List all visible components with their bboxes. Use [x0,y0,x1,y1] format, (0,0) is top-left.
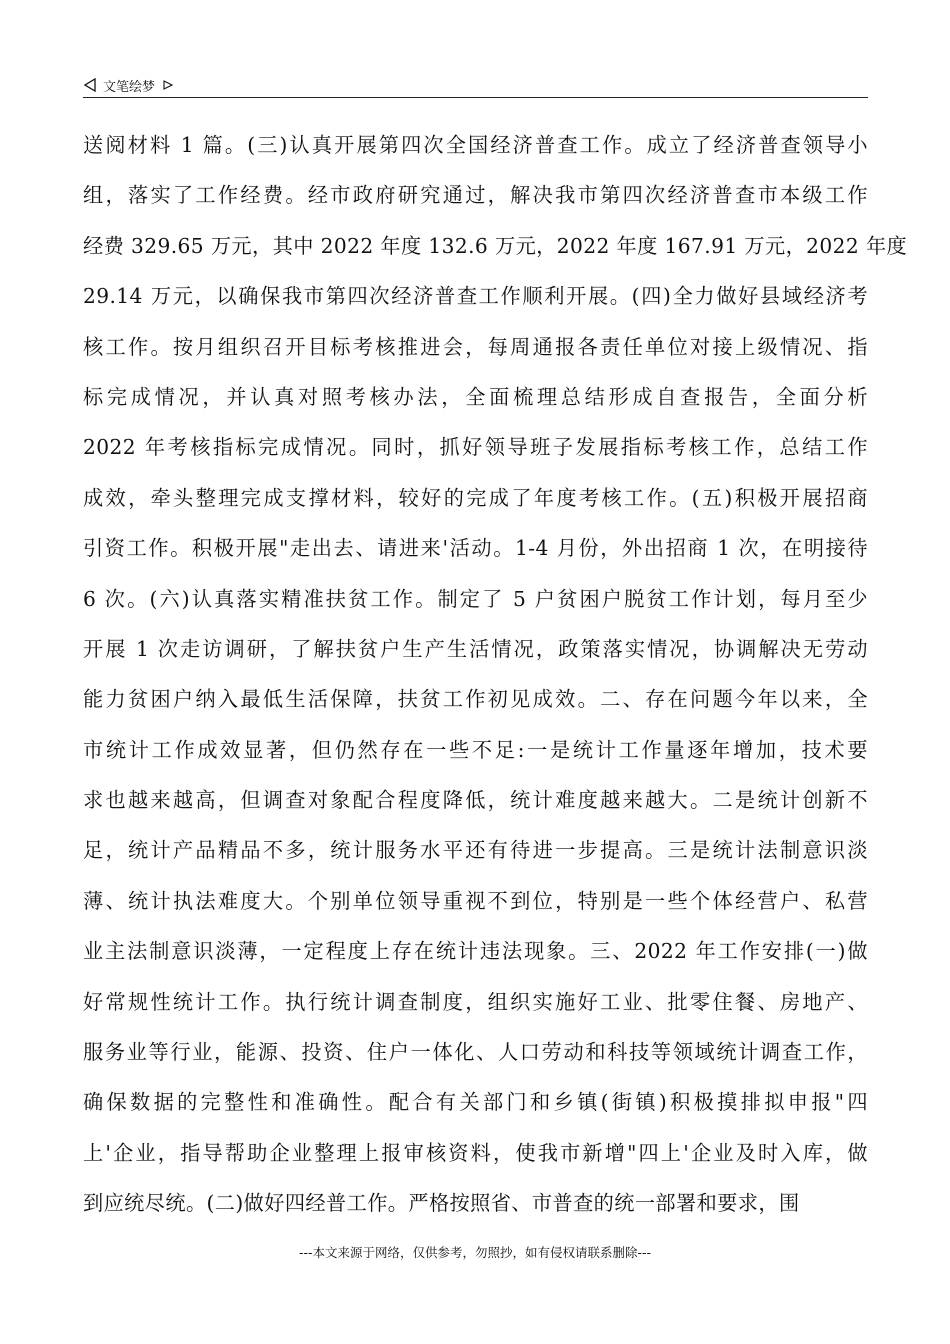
triangle-left-outline-icon [83,78,97,92]
body-line: 2022 年考核指标完成情况。同时，抓好领导班子发展指标考核工作，总结工作 [83,435,868,460]
body-line: 确保数据的完整性和准确性。配合有关部门和乡镇(街镇)积极摸排拟申报"四 [83,1090,868,1115]
body-line: 上'企业，指导帮助企业整理上报审核资料，使我市新增"四上'企业及时入库，做 [83,1140,868,1165]
document-body [83,120,908,1229]
body-line: 能力贫困户纳入最低生活保障，扶贫工作初见成效。二、存在问题今年以来，全 [83,687,868,712]
body-line: 足，统计产品精品不多，统计服务水平还有待进一步提高。三是统计法制意识淡 [83,838,868,863]
header-brand: 文笔绘梦 [103,79,156,95]
body-line: 服务业等行业，能源、投资、住户一体化、人口劳动和科技等领域统计调查工作， [83,1040,868,1065]
body-line: 业主法制意识淡薄，一定程度上存在统计违法现象。三、2022 年工作安排(一)做 [83,939,868,964]
body-line: 开展 1 次走访调研，了解扶贫户生产生活情况，政策落实情况，协调解决无劳动 [83,636,868,661]
body-line: 29.14 万元，以确保我市第四次经济普查工作顺利开展。(四)全力做好县域经济考 [83,284,868,309]
body-line: 成效，牵头整理完成支撑材料，较好的完成了年度考核工作。(五)积极开展招商 [83,485,868,510]
footer-disclaimer: ---本文来源于网络，仅供参考，勿照抄，如有侵权请联系删除--- [298,1245,652,1260]
triangle-right-outline-icon [163,80,173,90]
body-line: 核工作。按月组织召开目标考核推进会，每周通报各责任单位对接上级情况、指 [83,334,868,359]
body-line: 引资工作。积极开展"走出去、请进来'活动。1-4 月份，外出招商 1 次，在明接待 [83,536,868,561]
body-line: 求也越来越高，但调查对象配合程度降低，统计难度越来越大。二是统计创新不 [83,788,868,813]
body-line: 到应统尽统。(二)做好四经普工作。严格按照省、市普查的统一部署和要求，围 [83,1191,800,1216]
body-line: 组，落实了工作经费。经市政府研究通过，解决我市第四次经济普查市本级工作 [83,183,868,208]
page-header [83,74,868,96]
body-line: 6 次。(六)认真落实精准扶贫工作。制定了 5 户贫困户脱贫工作计划，每月至少 [83,586,868,611]
header-divider [83,97,868,98]
body-line: 标完成情况，并认真对照考核办法，全面梳理总结形成自查报告，全面分析 [83,384,868,409]
body-line: 好常规性统计工作。执行统计调查制度，组织实施好工业、批零住餐、房地产、 [83,989,868,1014]
body-line: 送阅材料 1 篇。(三)认真开展第四次全国经济普查工作。成立了经济普查领导小 [83,133,868,157]
body-line: 经费 329.65 万元，其中 2022 年度 132.6 万元，2022 年度 167.91 万元，2022 年度 [83,233,908,258]
body-line: 市统计工作成效显著，但仍然存在一些不足:一是统计工作量逐年增加，技术要 [83,737,868,762]
body-line: 薄、统计执法难度大。个别单位领导重视不到位，特别是一些个体经营户、私营 [83,888,868,913]
